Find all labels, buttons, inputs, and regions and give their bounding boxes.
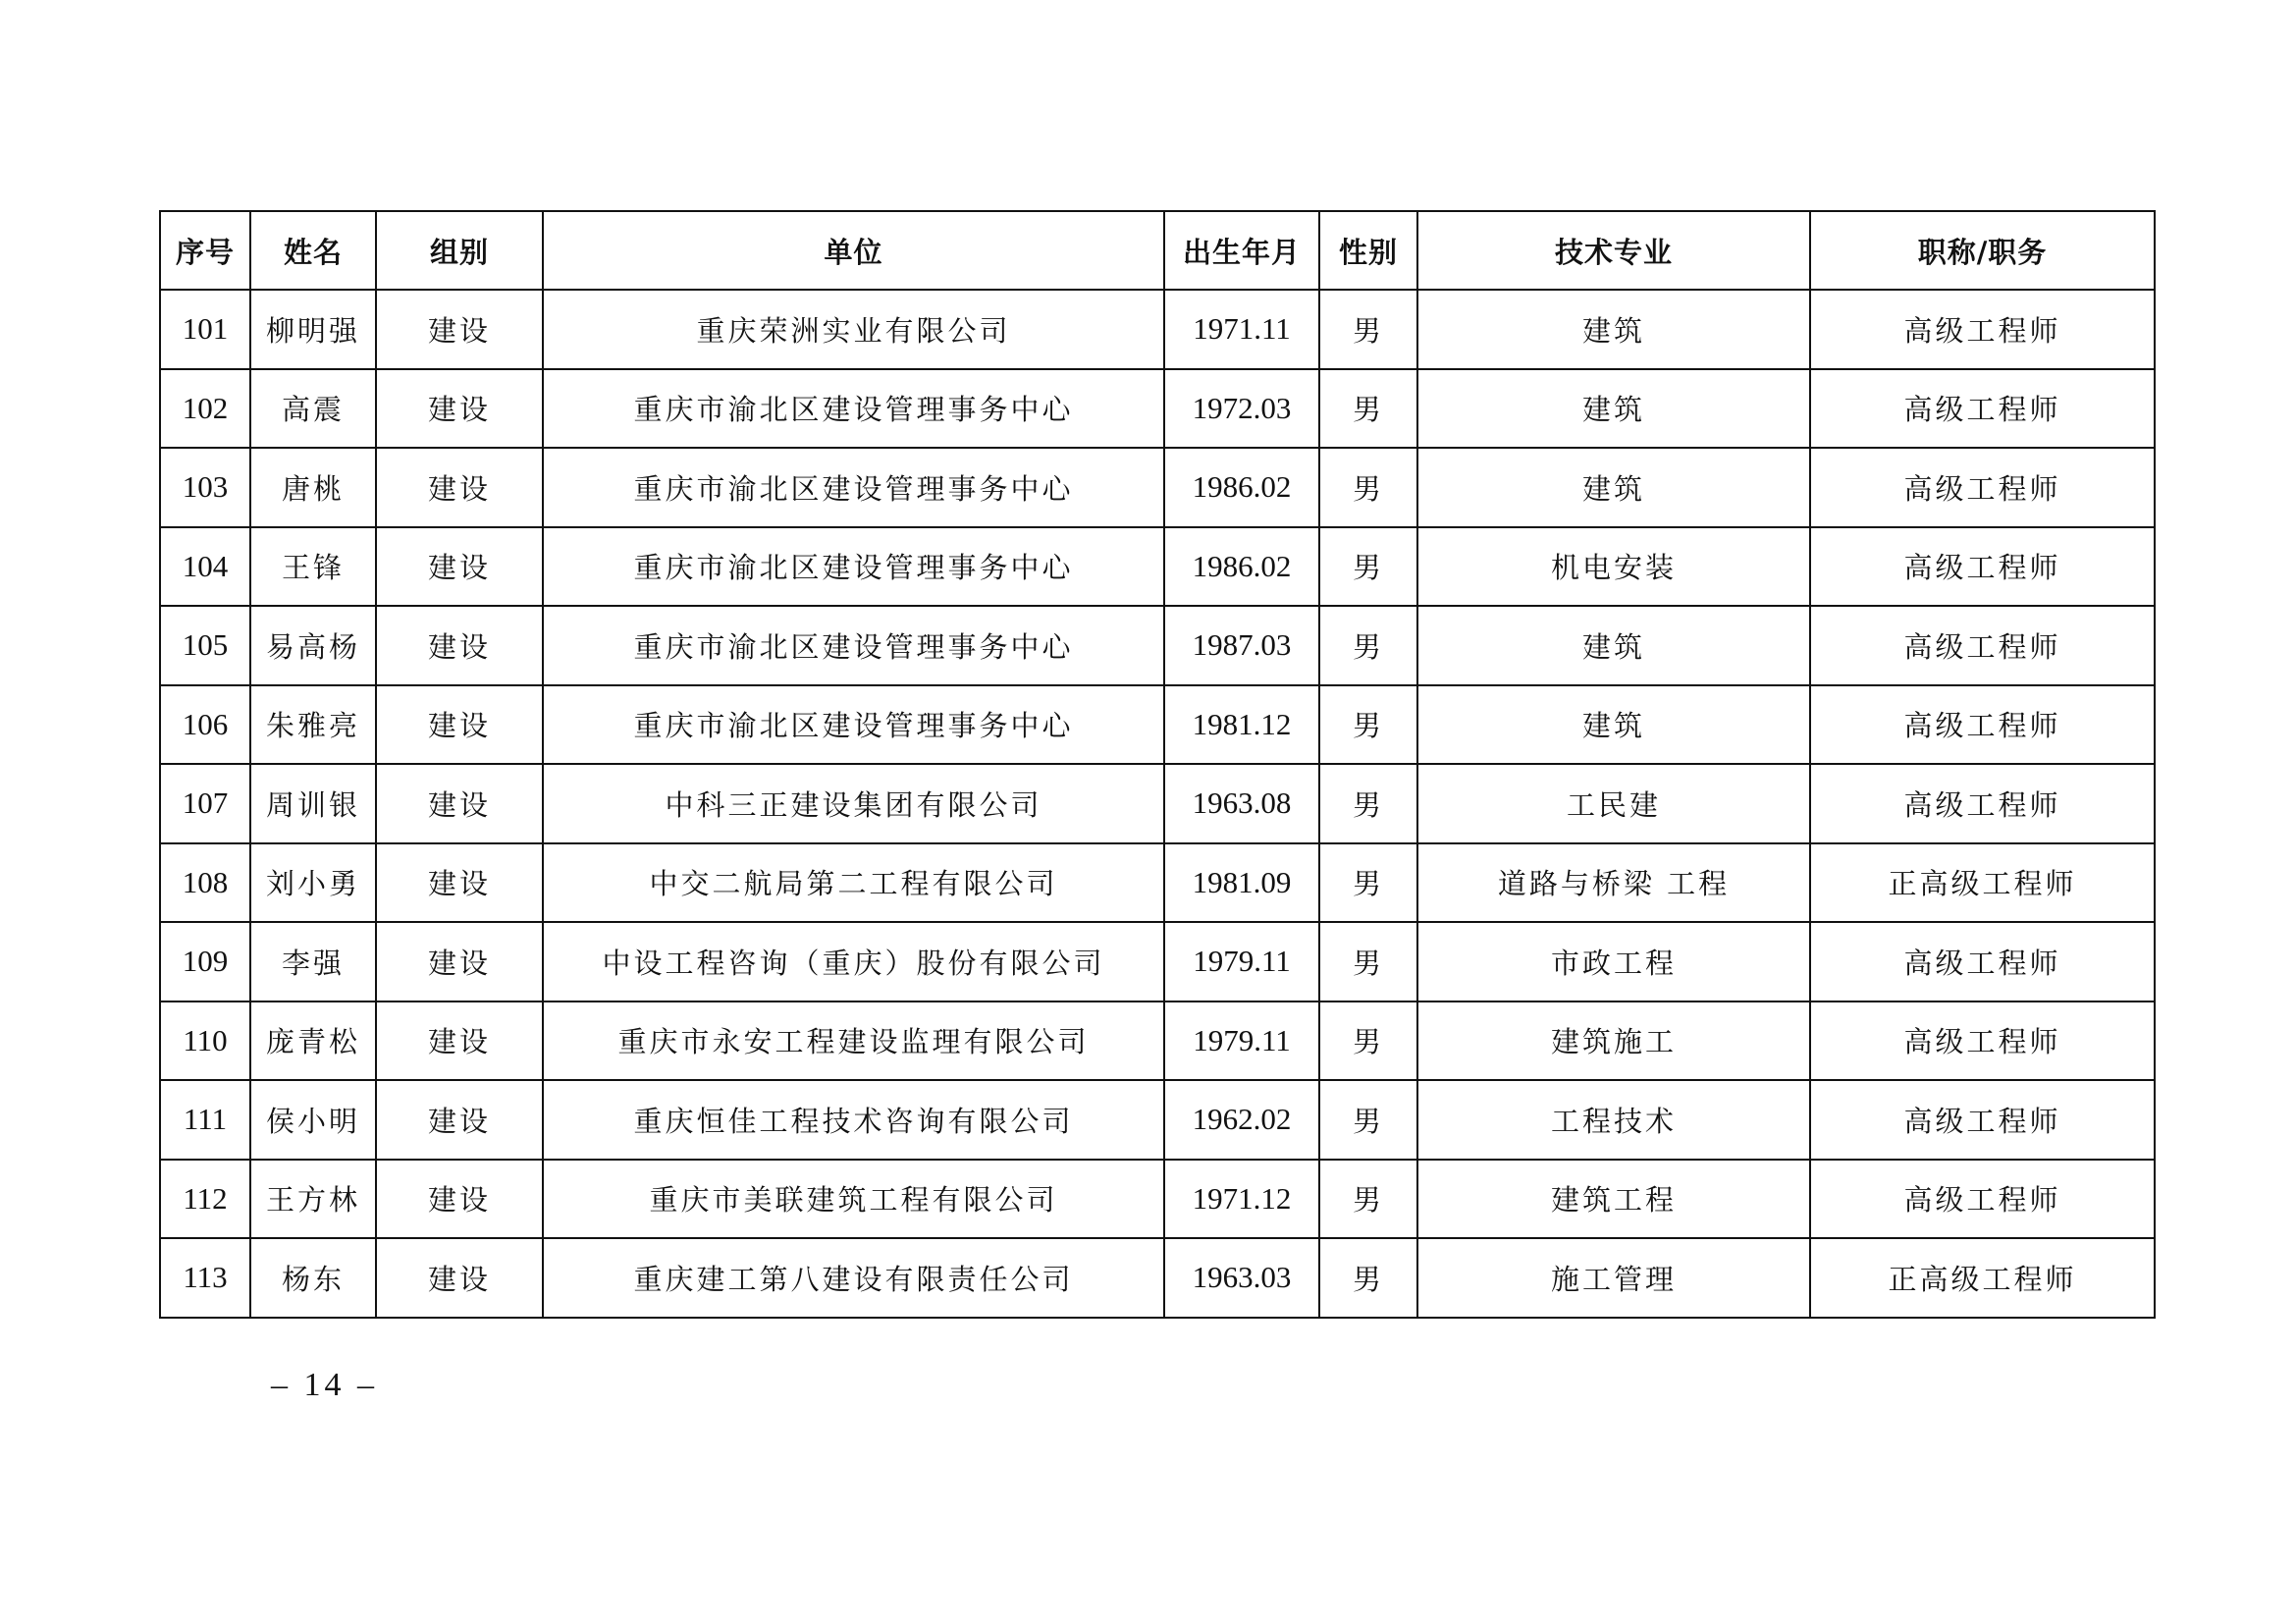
cell-title: 高级工程师 [1810, 527, 2155, 607]
cell-birth: 1971.11 [1164, 290, 1319, 369]
table-row [160, 1160, 2155, 1239]
cell-specialty: 工程技术 [1417, 1080, 1810, 1160]
cell-unit: 重庆市渝北区建设管理事务中心 [543, 685, 1164, 765]
table-row [160, 764, 2155, 843]
cell-group: 建设 [376, 843, 543, 923]
cell-index: 108 [160, 843, 250, 923]
cell-index: 104 [160, 527, 250, 607]
cell-birth: 1972.03 [1164, 369, 1319, 449]
cell-name: 刘小勇 [250, 843, 376, 923]
cell-title: 高级工程师 [1810, 606, 2155, 685]
cell-title: 正高级工程师 [1810, 1238, 2155, 1318]
cell-index: 107 [160, 764, 250, 843]
cell-gender: 男 [1319, 764, 1417, 843]
cell-gender: 男 [1319, 448, 1417, 527]
cell-group: 建设 [376, 922, 543, 1001]
cell-birth: 1981.12 [1164, 685, 1319, 765]
table-row [160, 1001, 2155, 1081]
table-row [160, 527, 2155, 607]
cell-specialty: 道路与桥梁 工程 [1417, 843, 1810, 923]
cell-group: 建设 [376, 369, 543, 449]
table-row [160, 369, 2155, 449]
cell-title: 高级工程师 [1810, 1080, 2155, 1160]
roster-table [159, 210, 2156, 1319]
cell-specialty: 工民建 [1417, 764, 1810, 843]
table-body [160, 290, 2155, 1318]
cell-birth: 1986.02 [1164, 527, 1319, 607]
cell-specialty: 建筑 [1417, 369, 1810, 449]
cell-gender: 男 [1319, 1160, 1417, 1239]
cell-gender: 男 [1319, 922, 1417, 1001]
cell-specialty: 建筑 [1417, 290, 1810, 369]
cell-unit: 中交二航局第二工程有限公司 [543, 843, 1164, 923]
cell-birth: 1979.11 [1164, 922, 1319, 1001]
header-birth: 出生年月 [1164, 211, 1319, 290]
header-index: 序号 [160, 211, 250, 290]
cell-index: 112 [160, 1160, 250, 1239]
cell-name: 唐桃 [250, 448, 376, 527]
cell-title: 高级工程师 [1810, 1001, 2155, 1081]
cell-title: 高级工程师 [1810, 764, 2155, 843]
cell-gender: 男 [1319, 1080, 1417, 1160]
cell-gender: 男 [1319, 1238, 1417, 1318]
cell-birth: 1981.09 [1164, 843, 1319, 923]
cell-title: 高级工程师 [1810, 448, 2155, 527]
cell-gender: 男 [1319, 290, 1417, 369]
cell-specialty: 建筑 [1417, 448, 1810, 527]
cell-group: 建设 [376, 290, 543, 369]
cell-specialty: 施工管理 [1417, 1238, 1810, 1318]
cell-specialty: 建筑 [1417, 606, 1810, 685]
cell-unit: 重庆市渝北区建设管理事务中心 [543, 448, 1164, 527]
header-name: 姓名 [250, 211, 376, 290]
cell-unit: 重庆建工第八建设有限责任公司 [543, 1238, 1164, 1318]
cell-title: 高级工程师 [1810, 1160, 2155, 1239]
cell-name: 柳明强 [250, 290, 376, 369]
table-row [160, 922, 2155, 1001]
cell-specialty: 建筑施工 [1417, 1001, 1810, 1081]
table-row [160, 606, 2155, 685]
cell-group: 建设 [376, 1001, 543, 1081]
cell-birth: 1987.03 [1164, 606, 1319, 685]
cell-specialty: 市政工程 [1417, 922, 1810, 1001]
cell-gender: 男 [1319, 527, 1417, 607]
cell-title: 高级工程师 [1810, 369, 2155, 449]
cell-index: 110 [160, 1001, 250, 1081]
cell-group: 建设 [376, 1160, 543, 1239]
cell-name: 易高杨 [250, 606, 376, 685]
cell-name: 侯小明 [250, 1080, 376, 1160]
cell-specialty: 建筑 [1417, 685, 1810, 765]
cell-gender: 男 [1319, 1001, 1417, 1081]
cell-group: 建设 [376, 1080, 543, 1160]
header-specialty: 技术专业 [1417, 211, 1810, 290]
cell-name: 杨东 [250, 1238, 376, 1318]
cell-unit: 重庆市美联建筑工程有限公司 [543, 1160, 1164, 1239]
cell-index: 105 [160, 606, 250, 685]
table-row [160, 290, 2155, 369]
cell-gender: 男 [1319, 606, 1417, 685]
table-row [160, 685, 2155, 765]
cell-birth: 1986.02 [1164, 448, 1319, 527]
table-row [160, 448, 2155, 527]
cell-group: 建设 [376, 606, 543, 685]
header-unit: 单位 [543, 211, 1164, 290]
table-row [160, 1080, 2155, 1160]
cell-unit: 中科三正建设集团有限公司 [543, 764, 1164, 843]
cell-title: 正高级工程师 [1810, 843, 2155, 923]
page-number: – 14 – [271, 1367, 378, 1403]
cell-birth: 1962.02 [1164, 1080, 1319, 1160]
cell-title: 高级工程师 [1810, 685, 2155, 765]
cell-group: 建设 [376, 448, 543, 527]
cell-gender: 男 [1319, 685, 1417, 765]
cell-index: 102 [160, 369, 250, 449]
cell-unit: 中设工程咨询（重庆）股份有限公司 [543, 922, 1164, 1001]
cell-index: 101 [160, 290, 250, 369]
cell-birth: 1979.11 [1164, 1001, 1319, 1081]
cell-name: 高震 [250, 369, 376, 449]
cell-gender: 男 [1319, 843, 1417, 923]
cell-specialty: 机电安装 [1417, 527, 1810, 607]
cell-index: 103 [160, 448, 250, 527]
cell-title: 高级工程师 [1810, 922, 2155, 1001]
cell-gender: 男 [1319, 369, 1417, 449]
cell-index: 113 [160, 1238, 250, 1318]
cell-unit: 重庆市永安工程建设监理有限公司 [543, 1001, 1164, 1081]
cell-group: 建设 [376, 764, 543, 843]
cell-unit: 重庆市渝北区建设管理事务中心 [543, 369, 1164, 449]
cell-birth: 1963.03 [1164, 1238, 1319, 1318]
cell-unit: 重庆市渝北区建设管理事务中心 [543, 606, 1164, 685]
cell-name: 朱雅亮 [250, 685, 376, 765]
cell-name: 庞青松 [250, 1001, 376, 1081]
table-row [160, 843, 2155, 923]
cell-name: 王锋 [250, 527, 376, 607]
header-title: 职称/职务 [1810, 211, 2155, 290]
cell-unit: 重庆荣洲实业有限公司 [543, 290, 1164, 369]
cell-group: 建设 [376, 685, 543, 765]
cell-name: 王方林 [250, 1160, 376, 1239]
cell-birth: 1971.12 [1164, 1160, 1319, 1239]
cell-specialty: 建筑工程 [1417, 1160, 1810, 1239]
cell-birth: 1963.08 [1164, 764, 1319, 843]
cell-name: 李强 [250, 922, 376, 1001]
cell-index: 111 [160, 1080, 250, 1160]
cell-group: 建设 [376, 527, 543, 607]
cell-unit: 重庆恒佳工程技术咨询有限公司 [543, 1080, 1164, 1160]
cell-index: 106 [160, 685, 250, 765]
cell-unit: 重庆市渝北区建设管理事务中心 [543, 527, 1164, 607]
table-header-row [160, 211, 2155, 290]
cell-title: 高级工程师 [1810, 290, 2155, 369]
cell-group: 建设 [376, 1238, 543, 1318]
header-gender: 性别 [1319, 211, 1417, 290]
cell-name: 周训银 [250, 764, 376, 843]
header-group: 组别 [376, 211, 543, 290]
cell-index: 109 [160, 922, 250, 1001]
table-row [160, 1238, 2155, 1318]
